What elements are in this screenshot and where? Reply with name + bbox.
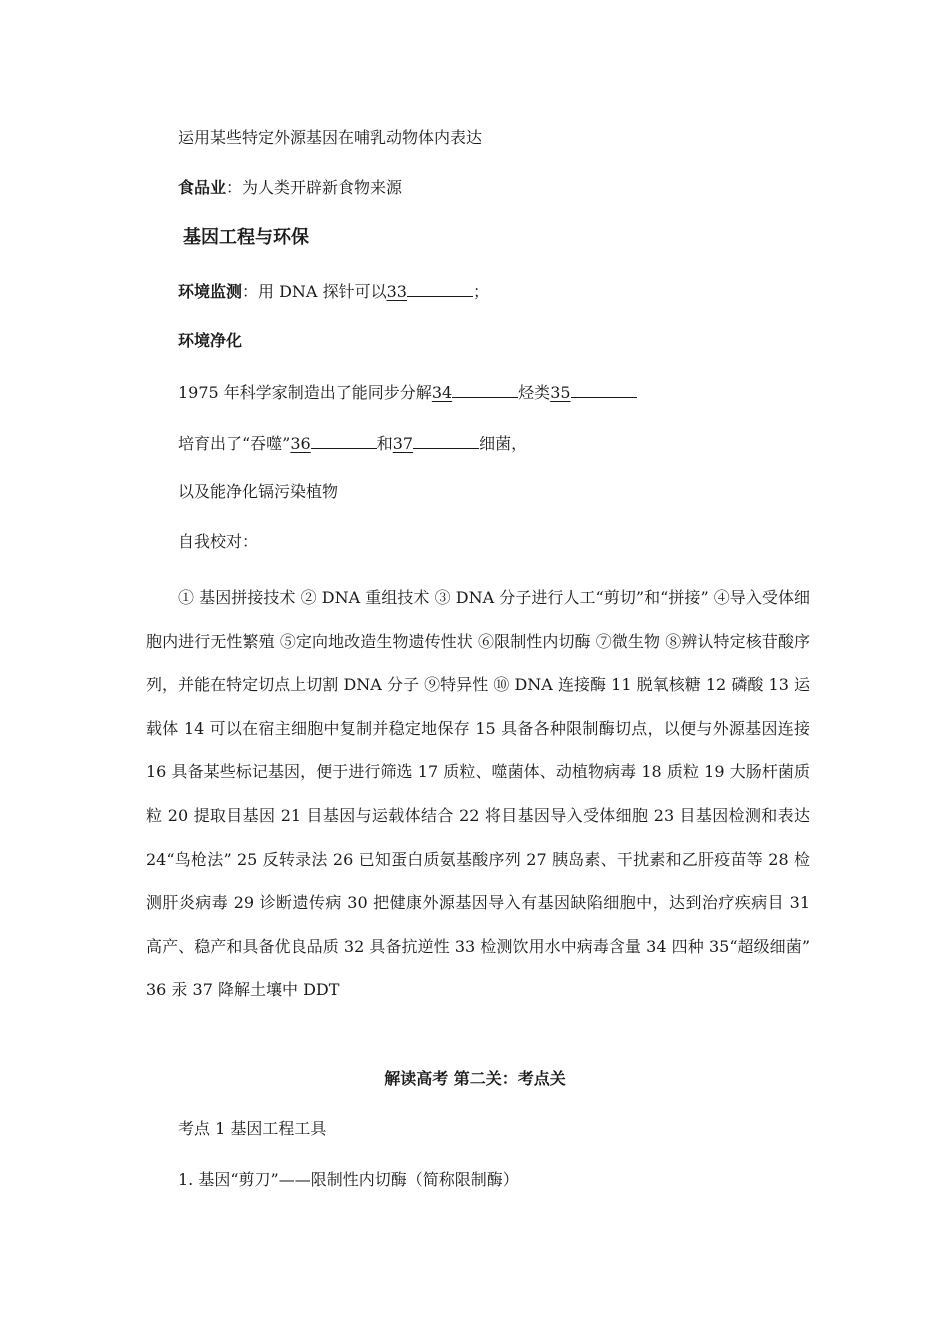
text-line-1975 (178, 381, 637, 403)
text-line-kaodian-1: 考点 1 基因工程工具 (178, 1119, 327, 1138)
text-monitoring-end: ； (472, 282, 489, 301)
blank-line (311, 432, 377, 449)
text-monitoring: ：用 DNA 探针可以 (242, 282, 387, 301)
text-line-purification: 环境净化 (178, 331, 243, 350)
blank-number: 34 (431, 383, 453, 402)
text-line-monitoring (178, 280, 489, 302)
blank-line (413, 432, 479, 449)
blank-number: 33 (386, 282, 407, 301)
blank-33 (387, 282, 407, 302)
blank-35 (550, 383, 570, 403)
blank-line (407, 280, 473, 297)
blank-number: 35 (550, 383, 571, 402)
text-line-bacteria (178, 432, 527, 454)
text-line-item-1: 1. 基因“剪刀”——限制性内切酶（简称限制酶） (178, 1170, 519, 1189)
text-line-expression: 运用某些特定外源基因在哺乳动物体内表达 (178, 128, 483, 147)
blank-number: 37 (392, 434, 414, 453)
text-food-industry: ：为人类开辟新食物来源 (226, 178, 403, 197)
text-hydrocarbons: 烃类 (518, 383, 551, 402)
blank-line (452, 381, 518, 398)
text-bacteria: 细菌， (479, 434, 528, 453)
text-line-self-check: 自我校对： (178, 532, 259, 551)
label-food-industry: 食品业 (178, 178, 227, 197)
blank-line (571, 381, 637, 398)
answer-key-paragraph: ① 基因拼接技术 ② DNA 重组技术 ③ DNA 分子进行人工“剪切”和“拼接” ④导入受体细胞内进行无性繁殖 ⑤定向地改造生物遗传性状 ⑥限制性内切酶 ⑦微生物 ⑧辨认特定核苷酸序列，并能在特定切点上切割 DNA 分子 ⑨特异性 ⑩ DNA 连接酶 11 脱氧核糖 12 磷酸 13 运载体 14 可以在宿主细胞中复制并稳定地保存 15 具备各种限制酶切点，以便与外源基因连接 16 具备某些标记基因，便于进行筛选 17 质粒、噬菌体、动植物病毒 18 质粒 19 大肠杆菌质粒 20 提取目基因 21 目基因与运载体结合 22 将目基因导入受体细胞 23 目基因检测和表达 24“鸟枪法” 25 反转录法 26 已知蛋白质氨基酸序列 27 胰岛素、干扰素和乙肝疫苗等 28 检测肝炎病毒 29 诊断遗传病 30 把健康外源基因导入有基因缺陷细胞中，达到治疗疾病目 31 高产、稳产和具备优良品质 32 具备抗逆性 33 检测饮用水中病毒含量 34 四种 35“超级细菌” 36 汞 37 降解土壤中 DDT (146, 588, 810, 1000)
text-engulf: 培育出了“吞噬” (178, 434, 291, 453)
text-1975: 1975 年科学家制造出了能同步分解 (178, 383, 432, 402)
blank-34 (432, 383, 452, 403)
section-heading-environment: 基因工程与环保 (183, 227, 309, 248)
section-title-kaodian: 解读高考 第二关：考点关 (384, 1069, 566, 1088)
text-and: 和 (376, 434, 393, 453)
label-monitoring: 环境监测 (178, 282, 243, 301)
blank-36 (290, 434, 310, 454)
text-line-food-industry (178, 178, 402, 198)
blank-37 (393, 434, 413, 454)
text-line-cadmium: 以及能净化镉污染植物 (178, 482, 339, 501)
blank-number: 36 (290, 434, 311, 453)
